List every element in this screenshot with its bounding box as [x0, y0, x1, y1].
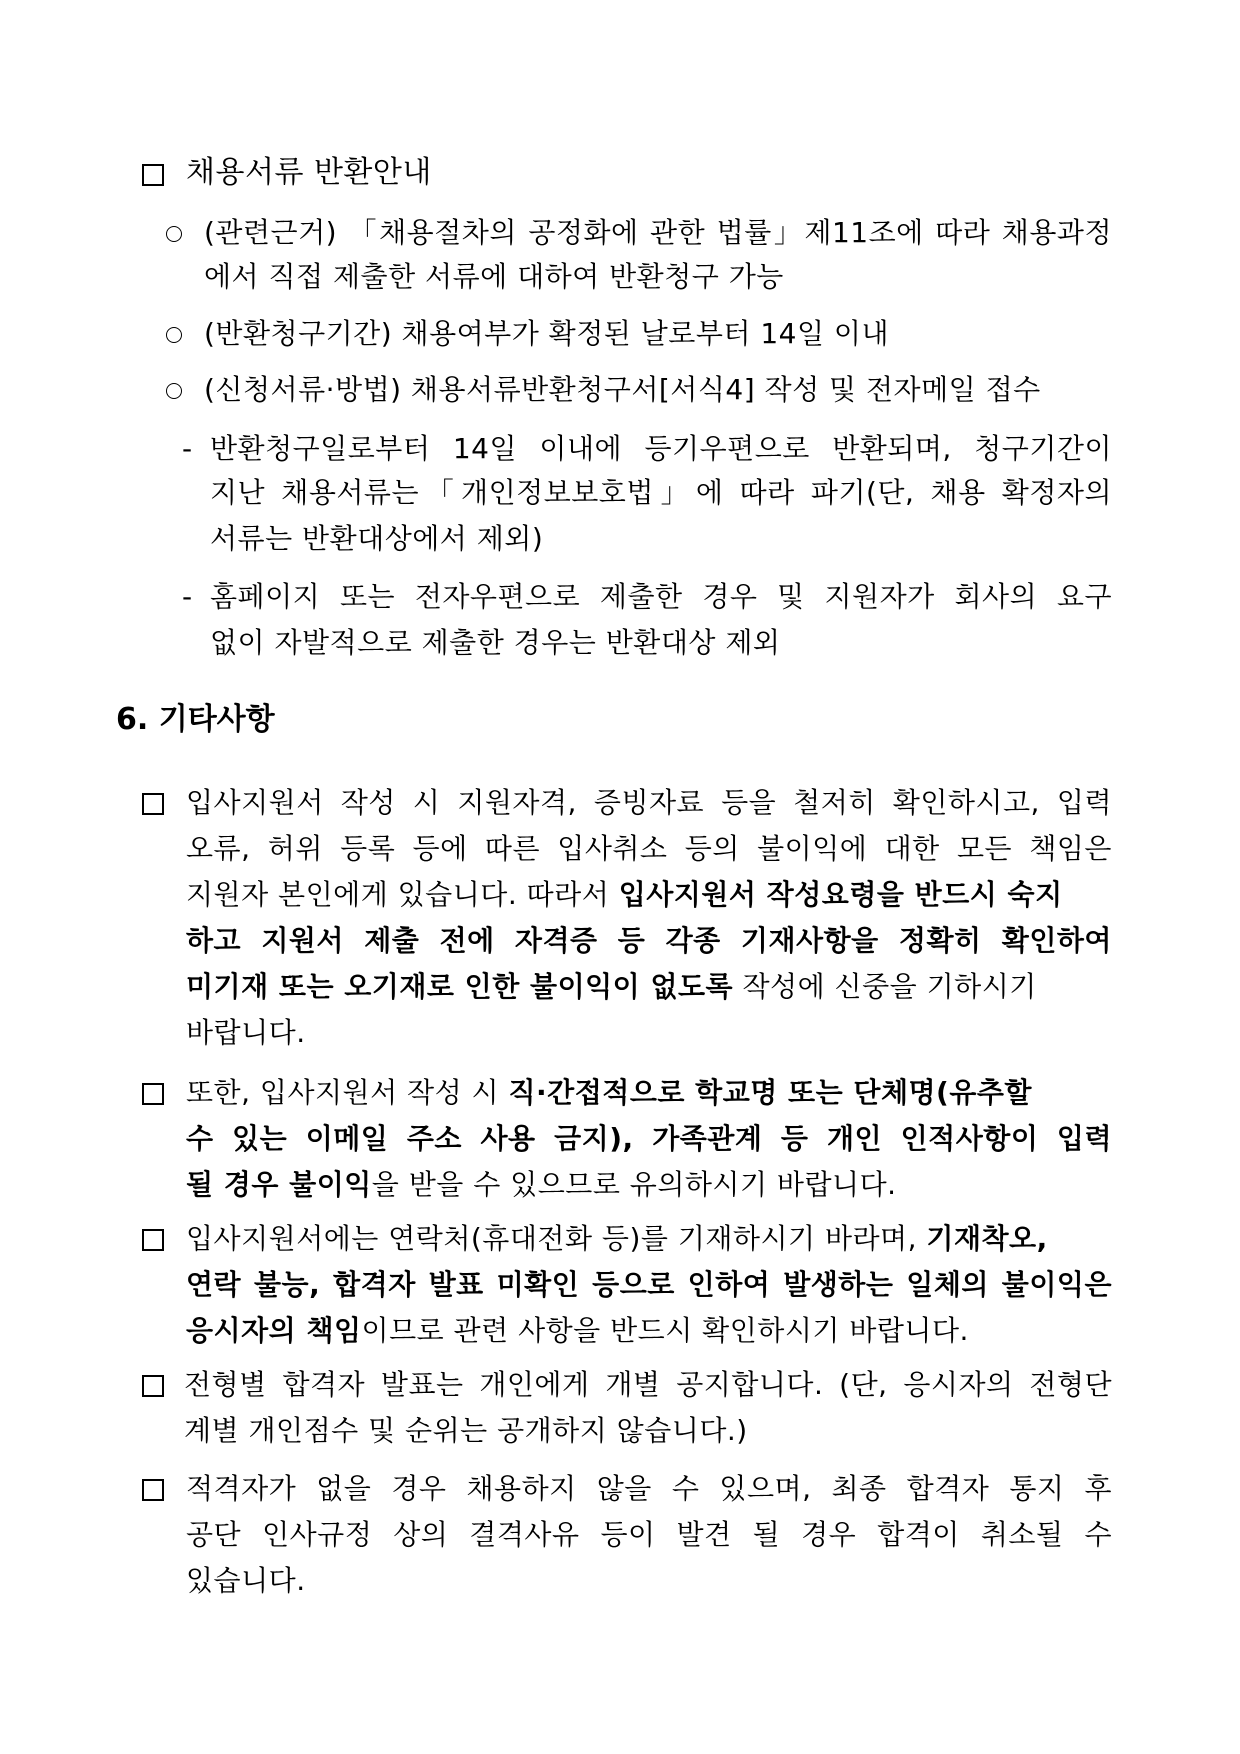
p2-line-3 — [186, 1166, 897, 1204]
dash-bullet: - — [182, 432, 193, 465]
item-method: (신청서류·방법) 채용서류반환청구서[서식4] 작성 및 전자메일 접수 — [204, 373, 1041, 406]
section-heading: 6. 기타사항 — [116, 702, 275, 737]
dash-bullet: - — [182, 580, 193, 613]
p1-line-1: 입사지원서 작성 시 지원자격, 증빙자료 등을 철저히 확인하시고, 입력 — [186, 786, 1112, 819]
p1-line-3-normal: 지원자 본인에게 있습니다. 따라서 — [186, 878, 619, 911]
p2-line-3-normal: 을 받을 수 있으므로 유의하시기 바랍니다. — [371, 1168, 897, 1201]
p2-line-2-bold: 수 있는 이메일 주소 사용 금지), 가족관계 등 개인 인적사항이 입력 — [186, 1122, 1112, 1155]
p1-line-3-bold: 입사지원서 작성요령을 반드시 숙지 — [618, 878, 1063, 911]
p3-line-3-bold: 응시자의 책임 — [186, 1314, 362, 1347]
item-basis-line-2: 에서 직접 제출한 서류에 대하여 반환청구 가능 — [204, 260, 784, 293]
sub-item-1-line-2: 지난 채용서류는「개인정보보호법」에 따라 파기(단, 채용 확정자의 — [210, 476, 1112, 509]
p3-line-3-normal: 이므로 관련 사항을 반드시 확인하시기 바랍니다. — [361, 1314, 969, 1347]
checkbox-square-icon — [142, 164, 164, 186]
p2-line-3-bold: 될 경우 불이익 — [186, 1168, 372, 1201]
circle-bullet-icon — [166, 226, 182, 242]
p3-line-3 — [186, 1312, 969, 1350]
p3-line-1-normal: 입사지원서에는 연락처(휴대전화 등)를 기재하시기 바라며, — [186, 1222, 927, 1255]
p1-line-5 — [186, 968, 1112, 1006]
item-basis-line-1: (관련근거) 「채용절차의 공정화에 관한 법률」제11조에 따라 채용과정 — [204, 216, 1112, 249]
p3-line-1-bold: 기재착오, — [926, 1222, 1048, 1255]
checkbox-square-icon — [142, 793, 164, 815]
circle-bullet-icon — [166, 327, 182, 343]
p2-line-1-normal: 또한, 입사지원서 작성 시 — [186, 1076, 509, 1109]
sub-item-2-line-1: 홈페이지 또는 전자우편으로 제출한 경우 및 지원자가 회사의 요구 — [210, 580, 1112, 613]
p5-line-1: 적격자가 없을 경우 채용하지 않을 수 있으며, 최종 합격자 통지 후 — [186, 1472, 1112, 1505]
p1-line-6: 바랍니다. — [186, 1016, 306, 1049]
sub-item-1-line-1: 반환청구일로부터 14일 이내에 등기우편으로 반환되며, 청구기간이 — [210, 432, 1112, 465]
p1-line-2: 오류, 허위 등록 등에 따른 입사취소 등의 불이익에 대한 모든 책임은 — [186, 832, 1112, 865]
item-period: (반환청구기간) 채용여부가 확정된 날로부터 14일 이내 — [204, 317, 889, 350]
checkbox-square-icon — [142, 1083, 164, 1105]
p1-line-3 — [186, 876, 1112, 914]
p1-line-5-normal: 작성에 신중을 기하시기 — [733, 970, 1037, 1003]
sub-item-1-line-3: 서류는 반환대상에서 제외) — [210, 522, 544, 555]
p4-line-1: 전형별 합격자 발표는 개인에게 개별 공지합니다. (단, 응시자의 전형단 — [184, 1368, 1112, 1401]
p2-line-1-bold: 직·간접적으로 학교명 또는 단체명(유추할 — [508, 1076, 1032, 1109]
p2-line-1 — [186, 1074, 1112, 1112]
circle-bullet-icon — [166, 383, 182, 399]
p4-line-2: 계별 개인점수 및 순위는 공개하지 않습니다.) — [184, 1414, 748, 1447]
checkbox-square-icon — [142, 1479, 164, 1501]
p3-line-2-bold: 연락 불능, 합격자 발표 미확인 등으로 인하여 발생하는 일체의 불이익은 — [186, 1268, 1112, 1301]
p3-line-1 — [186, 1220, 1112, 1258]
subsection-title: 채용서류 반환안내 — [186, 155, 432, 190]
checkbox-square-icon — [142, 1375, 164, 1397]
p1-line-5-bold: 미기재 또는 오기재로 인한 불이익이 없도록 — [186, 970, 734, 1003]
p5-line-3: 있습니다. — [186, 1564, 306, 1597]
p5-line-2: 공단 인사규정 상의 결격사유 등이 발견 될 경우 합격이 취소될 수 — [186, 1518, 1112, 1551]
p1-line-4-bold: 하고 지원서 제출 전에 자격증 등 각종 기재사항을 정확히 확인하여 — [186, 924, 1112, 957]
checkbox-square-icon — [142, 1229, 164, 1251]
sub-item-2-line-2: 없이 자발적으로 제출한 경우는 반환대상 제외 — [210, 626, 781, 659]
